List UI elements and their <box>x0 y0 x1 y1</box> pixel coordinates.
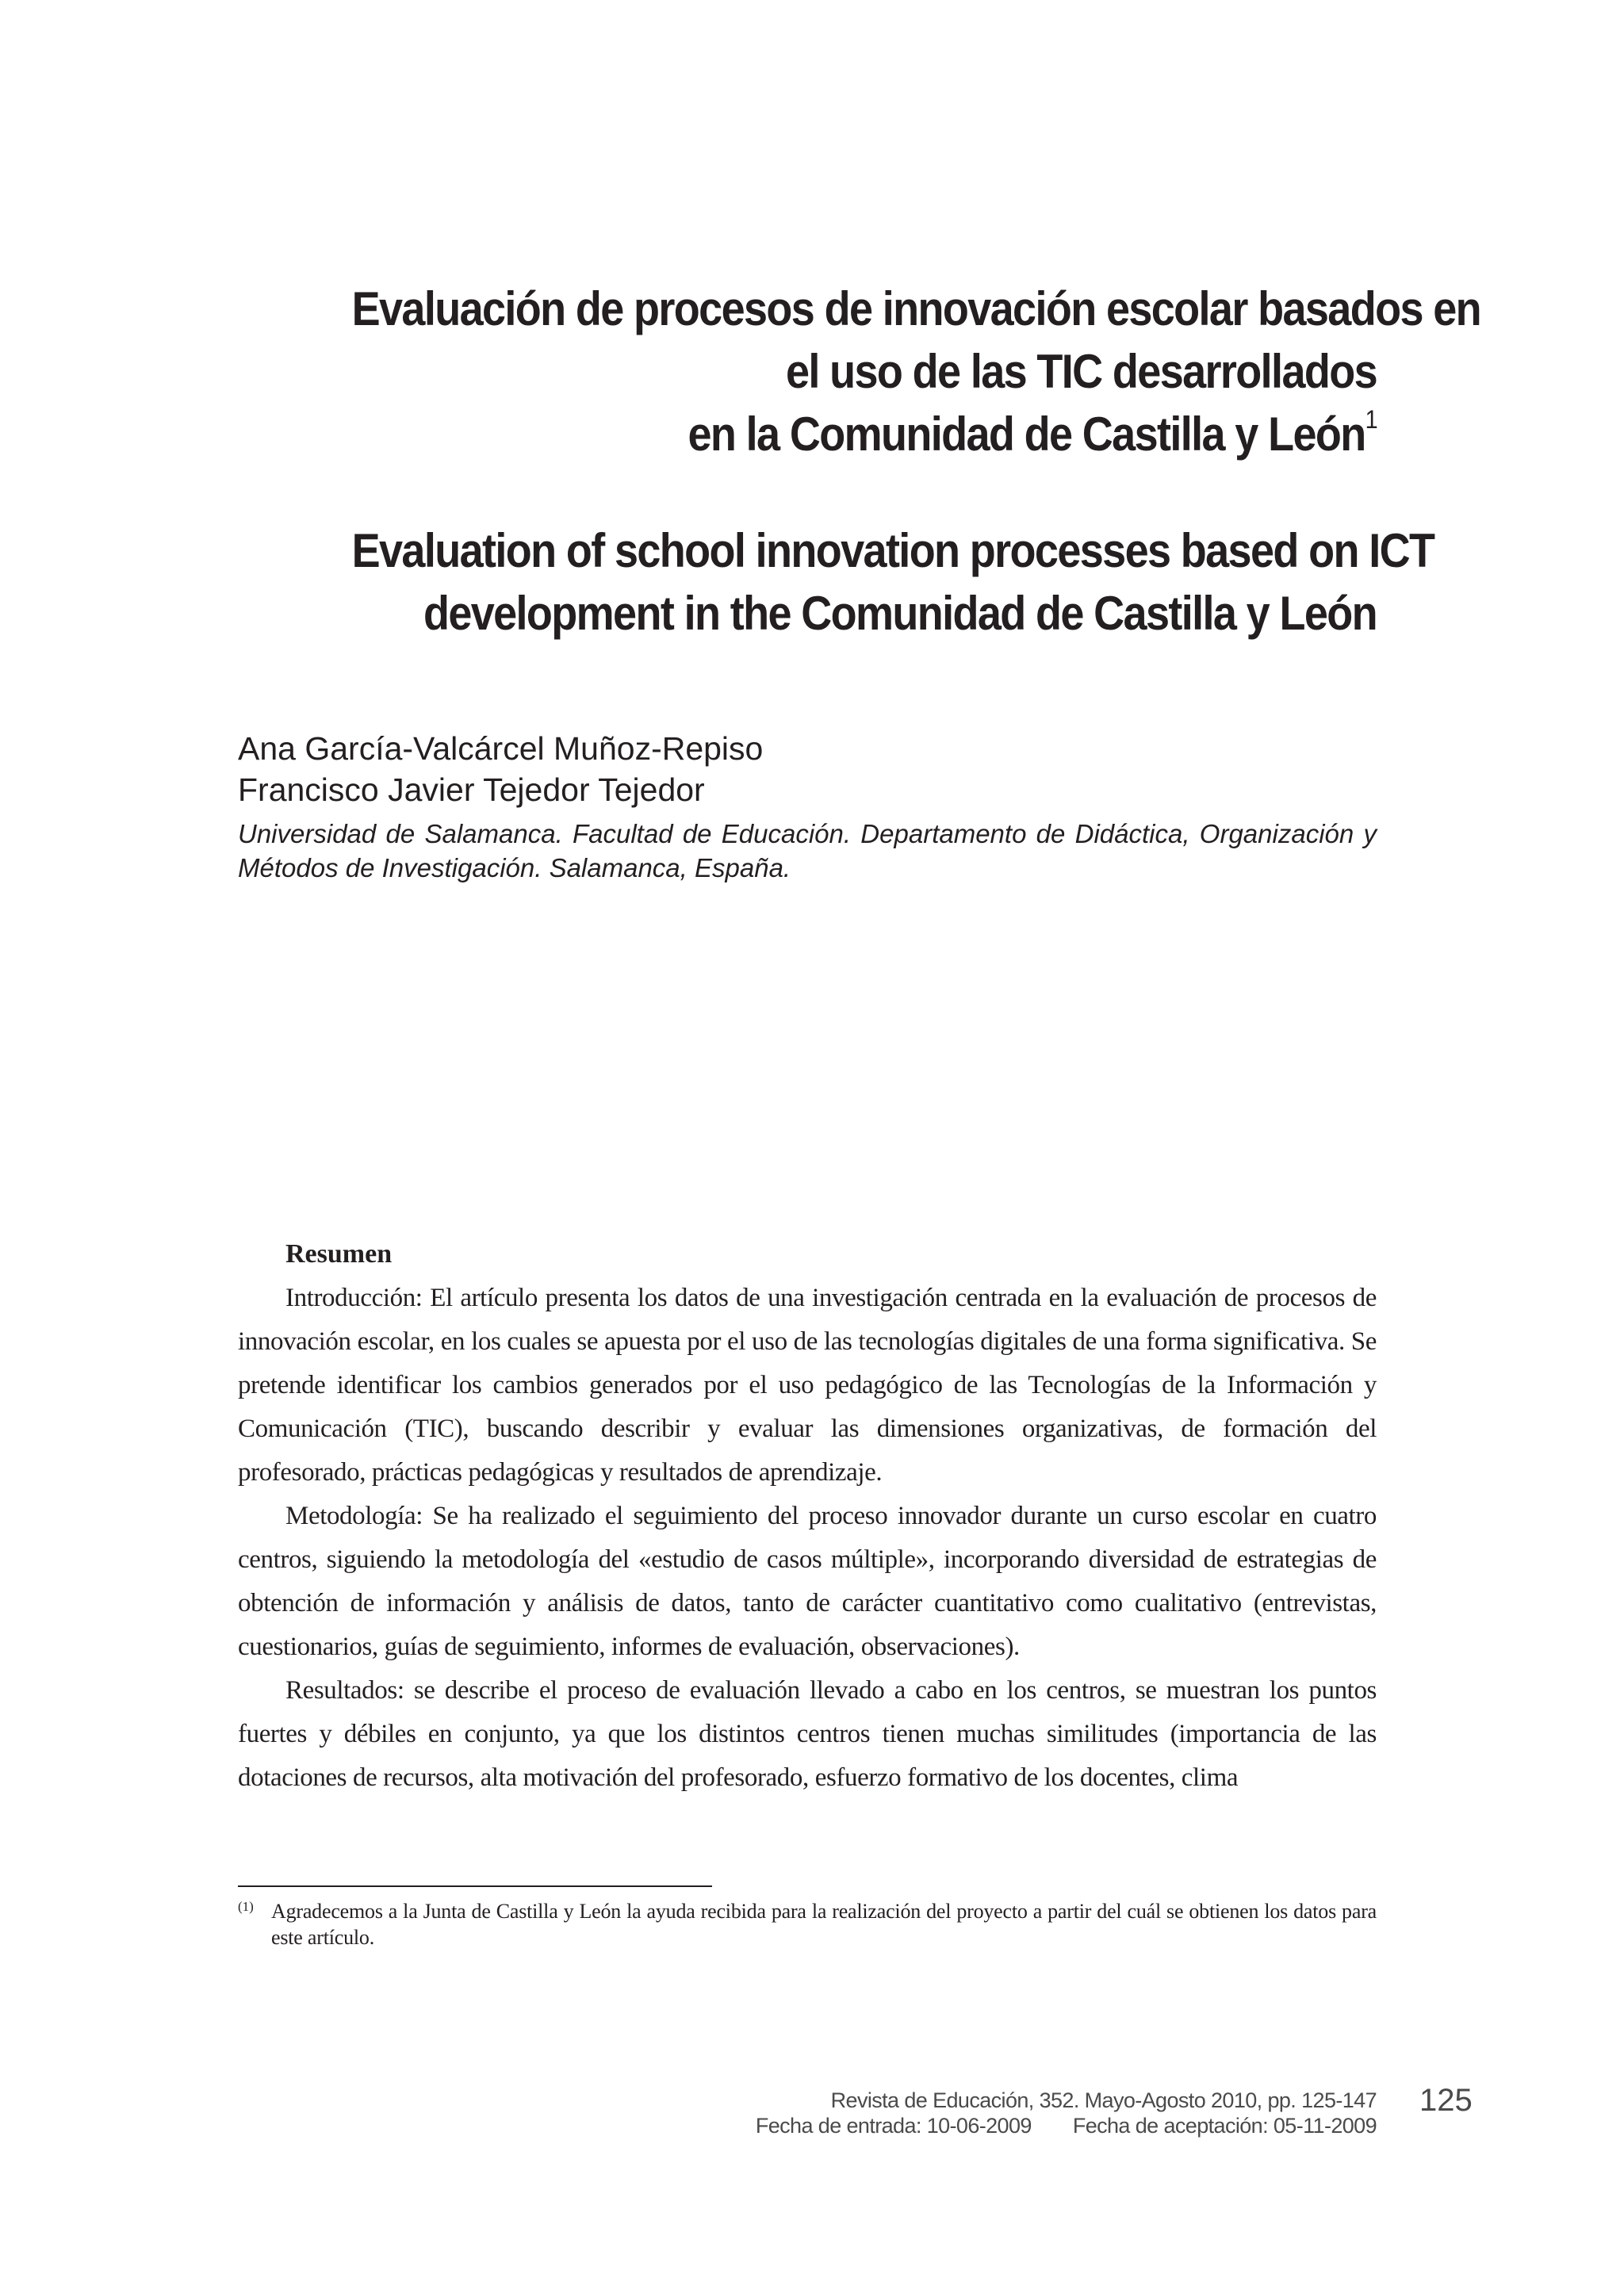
footnote-text: Agradecemos a la Junta de Castilla y León la ayuda recibida para la realización del proyecto a partir del cuál se obtienen los datos para este artículo. <box>271 1900 1377 1949</box>
title-es-line-2: el uso de las TIC desarrollados <box>785 345 1377 398</box>
title-english <box>351 519 1434 645</box>
journal-citation: Revista de Educación, 352. Mayo-Agosto 2010, pp. 125-147 <box>830 2088 1377 2112</box>
journal-dates <box>714 2113 1377 2138</box>
title-en-line-2: development in the Comunidad de Castilla y León <box>423 587 1377 640</box>
received-date: Fecha de entrada: 10-06-2009 <box>755 2114 1032 2138</box>
title-es-line-3-text: en la Comunidad de Castilla y León <box>688 408 1365 461</box>
accepted-date: Fecha de aceptación: 05-11-2009 <box>1072 2114 1377 2138</box>
title-footnote-ref[interactable]: 1 <box>1365 405 1377 434</box>
footnote <box>238 1898 1377 1950</box>
author-name: Ana García-Valcárcel Muñoz-Repiso <box>238 730 764 767</box>
abstract-heading: Resumen <box>285 1239 393 1269</box>
abstract-section <box>238 1234 1377 1800</box>
abstract-paragraph-results: Resultados: se describe el proceso de evaluación llevado a cabo en los centros, se muestran los puntos fuertes y débiles en conjunto, ya que los distintos centros tienen muchas similitudes (importancia de las dotaciones de recursos, alta motivación del profesorado, esfuerzo formativo de los docentes, clima <box>238 1676 1377 1792</box>
title-es-line-3 <box>352 403 1377 465</box>
page-number: 125 <box>1419 2083 1473 2118</box>
abstract-paragraph-methodology: Metodología: Se ha realizado el seguimiento del proceso innovador durante un curso escolar en cuatro centros, siguiendo la metodología del «estudio de casos múltiple», incorporando diversidad de estrategias de obtención de información y análisis de datos, tanto de carácter cuantitativo como cualitativo (entrevistas, cuestionarios, guías de seguimiento, informes de evaluación, observaciones). <box>238 1502 1377 1661</box>
author-affiliation: Universidad de Salamanca. Facultad de Educación. Departamento de Didáctica, Organización y Métodos de Investigación. Salamanca, España. <box>238 819 1377 882</box>
author-list <box>238 728 1380 810</box>
author-name: Francisco Javier Tejedor Tejedor <box>238 771 705 808</box>
title-en-line-1: Evaluation of school innovation processes based on ICT <box>351 524 1434 577</box>
footnote-mark: (1) <box>238 1899 254 1914</box>
title-es-line-1: Evaluación de procesos de innovación escolar basados en <box>351 282 1481 335</box>
journal-info <box>714 2088 1377 2138</box>
title-spanish <box>351 278 1481 465</box>
abstract-paragraph-introduction: Introducción: El artículo presenta los datos de una investigación centrada en la evaluación de procesos de innovación escolar, en los cuales se apuesta por el uso de las tecnologías digitales de una forma significativa. Se pretende identificar los cambios generados por el uso pedagógico de las Tecnologías de la Información y Comunicación (TIC), buscando describir y evaluar las dimensiones organizativas, de formación del profesorado, prácticas pedagógicas y resultados de aprendizaje. <box>238 1284 1377 1487</box>
footnote-divider <box>238 1885 712 1887</box>
